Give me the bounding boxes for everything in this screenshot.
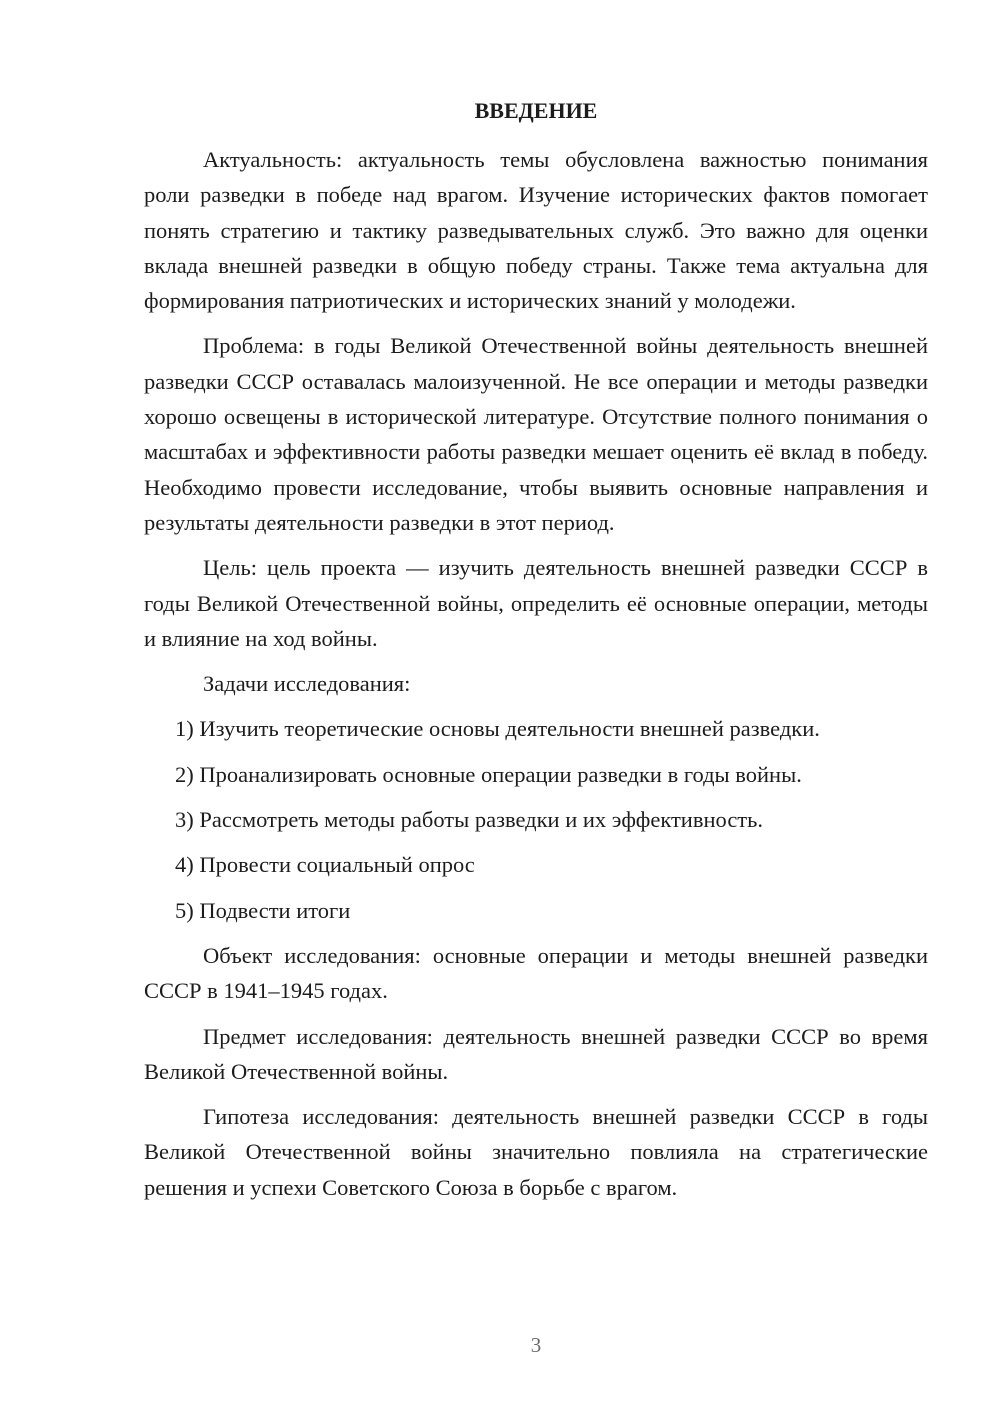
- list-item: 3) Рассмотреть методы работы разведки и их эффективность.: [175, 807, 764, 833]
- tasks-list: [144, 711, 928, 927]
- document-page: [144, 0, 928, 1414]
- subject-paragraph: Предмет исследования: деятельность внешней разведки СССР во время Великой Отечественной войны.: [144, 1023, 928, 1084]
- goal-paragraph: Цель: цель проекта — изучить деятельность внешней разведки СССР в годы Великой Отечественной войны, определить её основные операции, методы и влияние на ход войны.: [144, 555, 928, 651]
- relevance-paragraph: Актуальность: актуальность темы обусловлена важностью понимания роли разведки в победе над врагом. Изучение исторических фактов помогает понять стратегию и тактику разведывательных служб. Это важно для оценки вклада внешней разведки в общую победу страны. Также тема актуальна для формирования патриотических и исторических знаний у молодежи.: [144, 147, 928, 314]
- page-number: 3: [530, 1333, 542, 1357]
- hypothesis-paragraph: Гипотеза исследования: деятельность внешней разведки СССР в годы Великой Отечественной войны значительно повлияла на стратегические решения и успехи Советского Союза в борьбе с врагом.: [144, 1104, 928, 1200]
- page-title: ВВЕДЕНИЕ: [474, 98, 598, 123]
- list-item: 4) Провести социальный опрос: [175, 852, 475, 878]
- list-item: 2) Проанализировать основные операции разведки в годы войны.: [175, 761, 802, 787]
- list-item: 5) Подвести итоги: [175, 897, 351, 923]
- document-body: [144, 142, 928, 1215]
- problem-paragraph: Проблема: в годы Великой Отечественной войны деятельность внешней разведки СССР оставалась малоизученной. Не все операции и методы разведки хорошо освещены в исторической литературе. Отсутствие полного понимания о масштабах и эффективности работы разведки мешает оценить её вклад в победу. Необходимо провести исследование, чтобы выявить основные направления и результаты деятельности разведки в этот период.: [144, 333, 928, 535]
- tasks-heading: Задачи исследования:: [203, 671, 411, 697]
- list-item: 1) Изучить теоретические основы деятельности внешней разведки.: [175, 716, 820, 742]
- object-paragraph: Объект исследования: основные операции и методы внешней разведки СССР в 1941–1945 годах.: [144, 942, 928, 1004]
